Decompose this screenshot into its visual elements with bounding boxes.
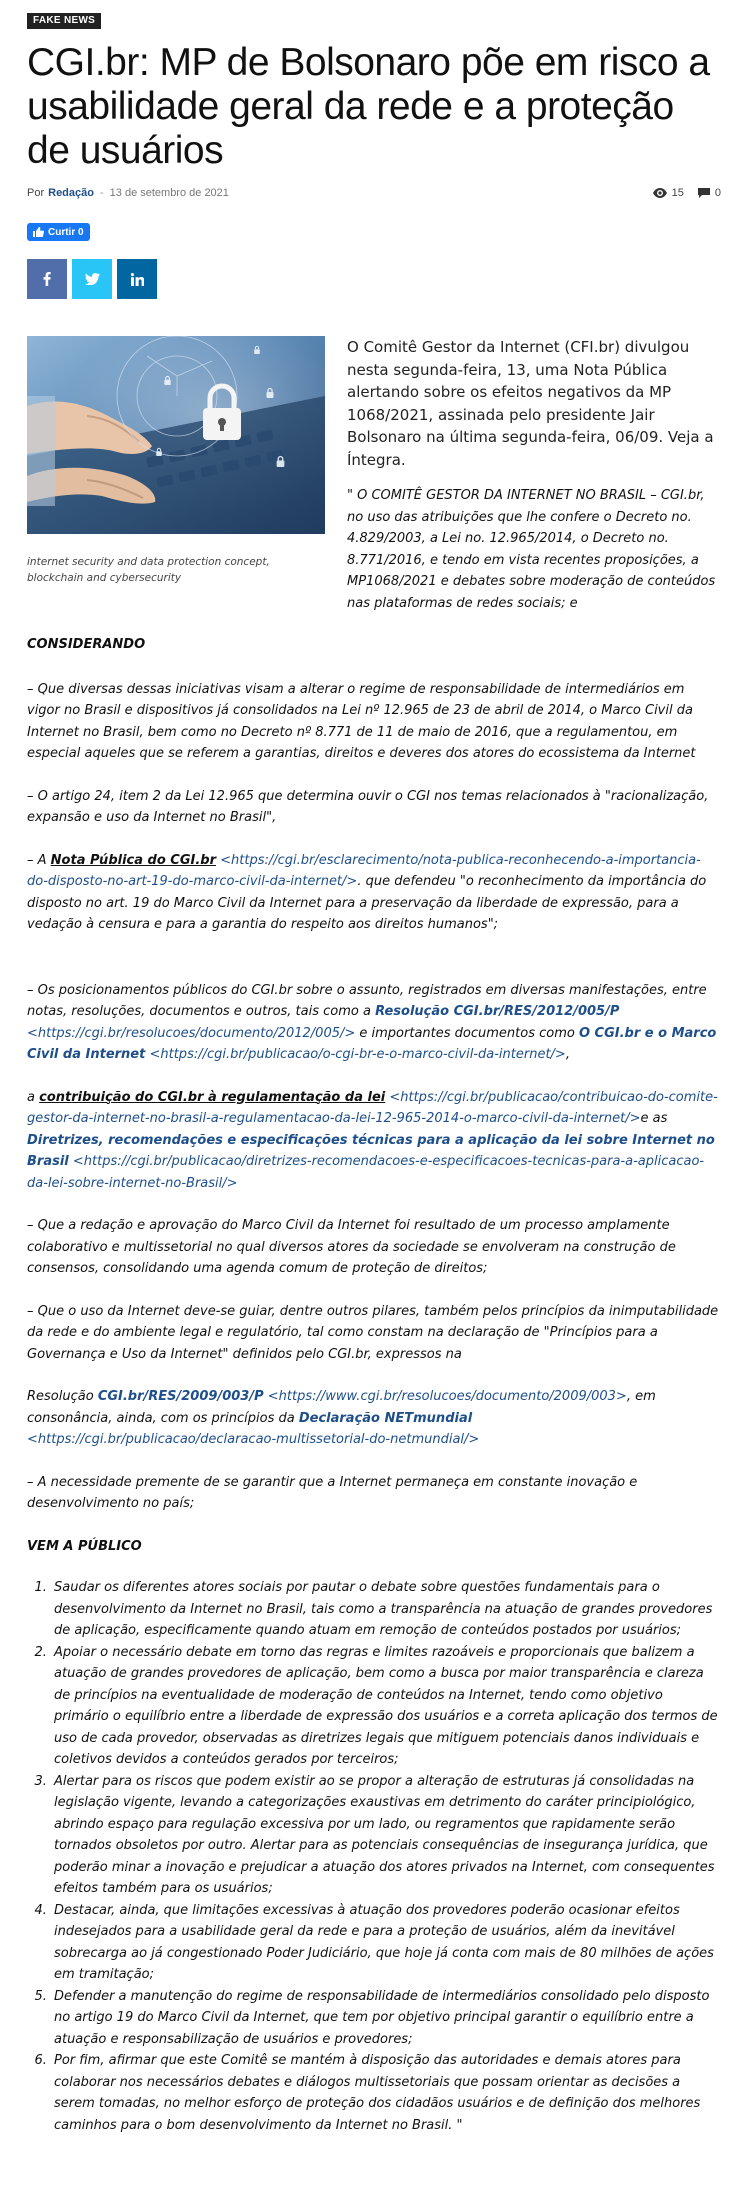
intro-section: [27, 336, 721, 614]
eye-icon: [653, 188, 667, 198]
list-item: 4. Destacar, ainda, que limitações excessivas à atuação dos provedores poderão ocasionar efeitos indesejados para a usabilidade geral da rede e para a proteção de usuários, além da inevitável sobrecarga ao já congestionado Poder Judiciário, que hoje já conta com mais de 80 milhões de ações em tramitação;: [51, 1900, 721, 1986]
contribuicao-url[interactable]: <https://cgi.br/publicacao/contribuicao-do-comite-gestor-da-internet-no-brasil-a-regulamentacao-da-lei-12-965-2014-o-marco-civil-da-internet/>: [27, 1089, 718, 1126]
resolucao-2009-link[interactable]: CGI.br/RES/2009/003/P: [97, 1389, 264, 1404]
p8-mid: , em consonância, ainda, com os princípios da: [27, 1389, 656, 1426]
marco-civil-doc-url[interactable]: <https://cgi.br/publicacao/o-cgi-br-e-o-marco-civil-da-internet/>: [149, 1047, 566, 1062]
paragraph-5: [27, 1087, 721, 1195]
considering-heading: CONSIDERANDO: [27, 637, 146, 652]
category-badge[interactable]: FAKE NEWS: [27, 13, 101, 29]
contribuicao-link[interactable]: contribuição do CGI.br à regulamentação da lei: [39, 1089, 386, 1105]
share-facebook-button[interactable]: [27, 259, 67, 299]
cybersecurity-image: [27, 336, 325, 534]
p4-prefix: – Os posicionamentos públicos do CGI.br sobre o assunto, registrados em diversas manifestações, entre notas, resoluções, documentos e outros, tais como a: [27, 982, 707, 1019]
linkedin-icon: [131, 273, 144, 286]
p5-prefix: a: [27, 1089, 40, 1105]
share-linkedin-button[interactable]: [117, 259, 157, 299]
figure-caption: internet security and data protection concept, blockchain and cybersecurity: [27, 556, 270, 584]
list-item: 6. Por fim, afirmar que este Comitê se mantém à disposição das autoridades e demais atores para colaborar nos necessários debates e diálogos multissetoriais que possam orientar as decisões a serem tomadas, no melhor esforço de proteção dos cidadãos usuários e de definição dos melhores caminhos para o bom desenvolvimento da Internet no Brasil. ": [51, 2050, 721, 2136]
p3-prefix: – A: [27, 852, 51, 868]
resolucao-2012-url[interactable]: <https://cgi.br/resolucoes/documento/2012/005/>: [27, 1025, 356, 1041]
list-item: 1. Saudar os diferentes atores sociais por pautar o debate sobre questões fundamentais para o desenvolvimento da Internet no Brasil, tais como a transparência na atuação de grandes provedores de aplicação, especificamente quando atuam em remoção de conteúdos postados por usuários;: [51, 1577, 721, 1642]
views-value: 15: [671, 187, 684, 199]
facebook-like-label: Curtir 0: [48, 226, 84, 238]
paragraph-2: – O artigo 24, item 2 da Lei 12.965 que determina ouvir o CGI nos temas relacionados à "racionalização, expansão e uso da Internet no Brasil",: [27, 788, 709, 825]
comment-icon: [698, 188, 710, 198]
p4-mid: e importantes documentos como: [355, 1025, 579, 1041]
marco-civil-doc-link[interactable]: O CGI.br e o Marco Civil da Internet: [27, 1025, 717, 1062]
paragraph-9: – A necessidade premente de se garantir que a Internet permaneça em constante inovação e desenvolvimento no país;: [27, 1474, 638, 1511]
twitter-icon: [85, 273, 100, 285]
author-link[interactable]: Redação: [48, 187, 94, 199]
intro-text: [347, 336, 721, 614]
list-item: 5. Defender a manutenção do regime de responsabilidade de intermediários consolidado pelo disposto no artigo 19 do Marco Civil da Internet, que tem por objetivo principal garantir o equilíbrio entre a atuação e responsabilização de usuários e provedores;: [51, 1986, 721, 2051]
facebook-like-button[interactable]: [27, 223, 90, 241]
p3-suffix: . que defendeu "o reconhecimento da importância do disposto no art. 19 do Marco Civil da Internet para a preservação da liberdade de expressão, para a vedação à censura e para a garantia do respeito aos direitos humanos";: [27, 874, 707, 932]
paragraph-6: – Que a redação e aprovação do Marco Civil da Internet foi resultado de um processo amplamente colaborativo e multissetorial no qual diversos atores da sociedade se envolveram na construção de consensos, consolidando uma agenda comum de proteção de direitos;: [27, 1218, 676, 1276]
publish-date: 13 de setembro de 2021: [109, 187, 229, 199]
public-heading: VEM A PÚBLICO: [27, 1538, 142, 1554]
views-count: [653, 187, 684, 199]
netmundial-url[interactable]: <https://cgi.br/publicacao/declaracao-multissetorial-do-netmundial/>: [27, 1432, 480, 1447]
resolucao-2012-link[interactable]: Resolução CGI.br/RES/2012/005/P: [375, 1004, 620, 1019]
article-title: CGI.br: MP de Bolsonaro põe em risco a usabilidade geral da rede e a proteção de usuários: [27, 41, 710, 172]
resolutions-list: [51, 1577, 721, 2136]
netmundial-link[interactable]: Declaração NETmundial: [298, 1410, 473, 1426]
quote-intro: " O COMITÊ GESTOR DA INTERNET NO BRASIL – CGI.br, no uso das atribuições que lhe confere o Decreto no. 4.829/2003, a Lei no. 12.965/2014, o Decreto no. 8.771/2016, e tendo em vista recentes proposições, a MP1068/2021 e debates sobre moderação de conteúdos nas plataformas de redes sociais; e: [347, 488, 716, 611]
diretrizes-url[interactable]: <https://cgi.br/publicacao/diretrizes-recomendacoes-e-especificacoes-tecnicas-para-a-aplicacao-da-lei-sobre-internet-no-Brasil/>: [27, 1154, 705, 1191]
paragraph-3: [27, 850, 721, 936]
resolucao-2009-url[interactable]: <https://www.cgi.br/resolucoes/documento/2009/003>: [267, 1389, 627, 1404]
comments-value: 0: [714, 187, 721, 199]
article-figure: [27, 336, 325, 614]
paragraph-8: [27, 1386, 721, 1451]
facebook-icon: [43, 272, 51, 286]
diretrizes-link[interactable]: Diretrizes, recomendações e especificações técnicas para a aplicação da lei sobre Internet no Brasil: [27, 1132, 715, 1169]
thumbs-up-icon: [33, 227, 44, 237]
paragraph-4: [27, 980, 721, 1066]
comments-count[interactable]: [698, 187, 721, 199]
share-buttons: [27, 259, 721, 299]
meta-separator: -: [99, 187, 104, 199]
list-item: 3. Alertar para os riscos que podem existir ao se propor a alteração de estruturas já consolidadas na legislação vigente, levando a categorizações exaustivas em detrimento do caráter principiológico, abrindo espaço para regulação excessiva por um lado, ou regramentos que rapidamente serão tornados obsoletos por outro. Alertar para as potenciais consequências de insegurança jurídica, que poderão minar a inovação e prejudicar a atuação dos atores privados na Internet, com consequentes efeitos também para os usuários;: [51, 1771, 721, 1900]
p8-prefix: Resolução: [27, 1389, 98, 1404]
article-body: [27, 634, 721, 2136]
p4-suffix: ,: [565, 1047, 570, 1062]
p5-mid: e as: [640, 1111, 668, 1126]
nota-publica-url[interactable]: <https://cgi.br/esclarecimento/nota-publica-reconhecendo-a-importancia-do-disposto-no-art-19-do-marco-civil-da-internet/>: [27, 852, 701, 889]
paragraph-7: – Que o uso da Internet deve-se guiar, dentre outros pilares, também pelos princípios da inimputabilidade da rede e do ambiente legal e regulatório, tal como constam na declaração de "Princípios para a Governança e Uso da Internet" definidos pelo CGI.br, expressos na: [27, 1303, 719, 1362]
article-meta: [27, 185, 721, 201]
by-label: Por: [27, 187, 45, 199]
list-item: 2. Apoiar o necessário debate em torno das regras e limites razoáveis e proporcionais que balizem a atuação de grandes provedores de aplicação, bem como a busca por maior transparência e clareza de princípios na eventualidade de moderação de conteúdos na Internet, tendo como objetivo primário o equilíbrio entre a liberdade de expressão dos usuários e a correta aplicação dos termos de uso de cada provedor, observadas as diretrizes legais que mitiguem potenciais danos individuais e coletivos devidos a conteúdos gerados por terceiros;: [51, 1642, 721, 1771]
nota-publica-link[interactable]: Nota Pública do CGI.br: [50, 852, 217, 868]
share-twitter-button[interactable]: [72, 259, 112, 299]
paragraph-1: – Que diversas dessas iniciativas visam a alterar o regime de responsabilidade de intermediários em vigor no Brasil e dispositivos já consolidados na Lei nº 12.965 de 23 de abril de 2014, o Marco Civil da Internet no Brasil, bem como no Decreto nº 8.771 de 11 de maio de 2016, que a regulamentou, em especial aqueles que se referem a garantias, direitos e deveres dos atores do ecossistema da Internet: [27, 681, 696, 761]
lead-paragraph: O Comitê Gestor da Internet (CFI.br) divulgou nesta segunda-feira, 13, uma Nota Pública alertando sobre os efeitos negativos da MP 1068/2021, assinada pelo presidente Jair Bolsonaro na última segunda-feira, 06/09. Veja a Íntegra.: [347, 338, 714, 469]
